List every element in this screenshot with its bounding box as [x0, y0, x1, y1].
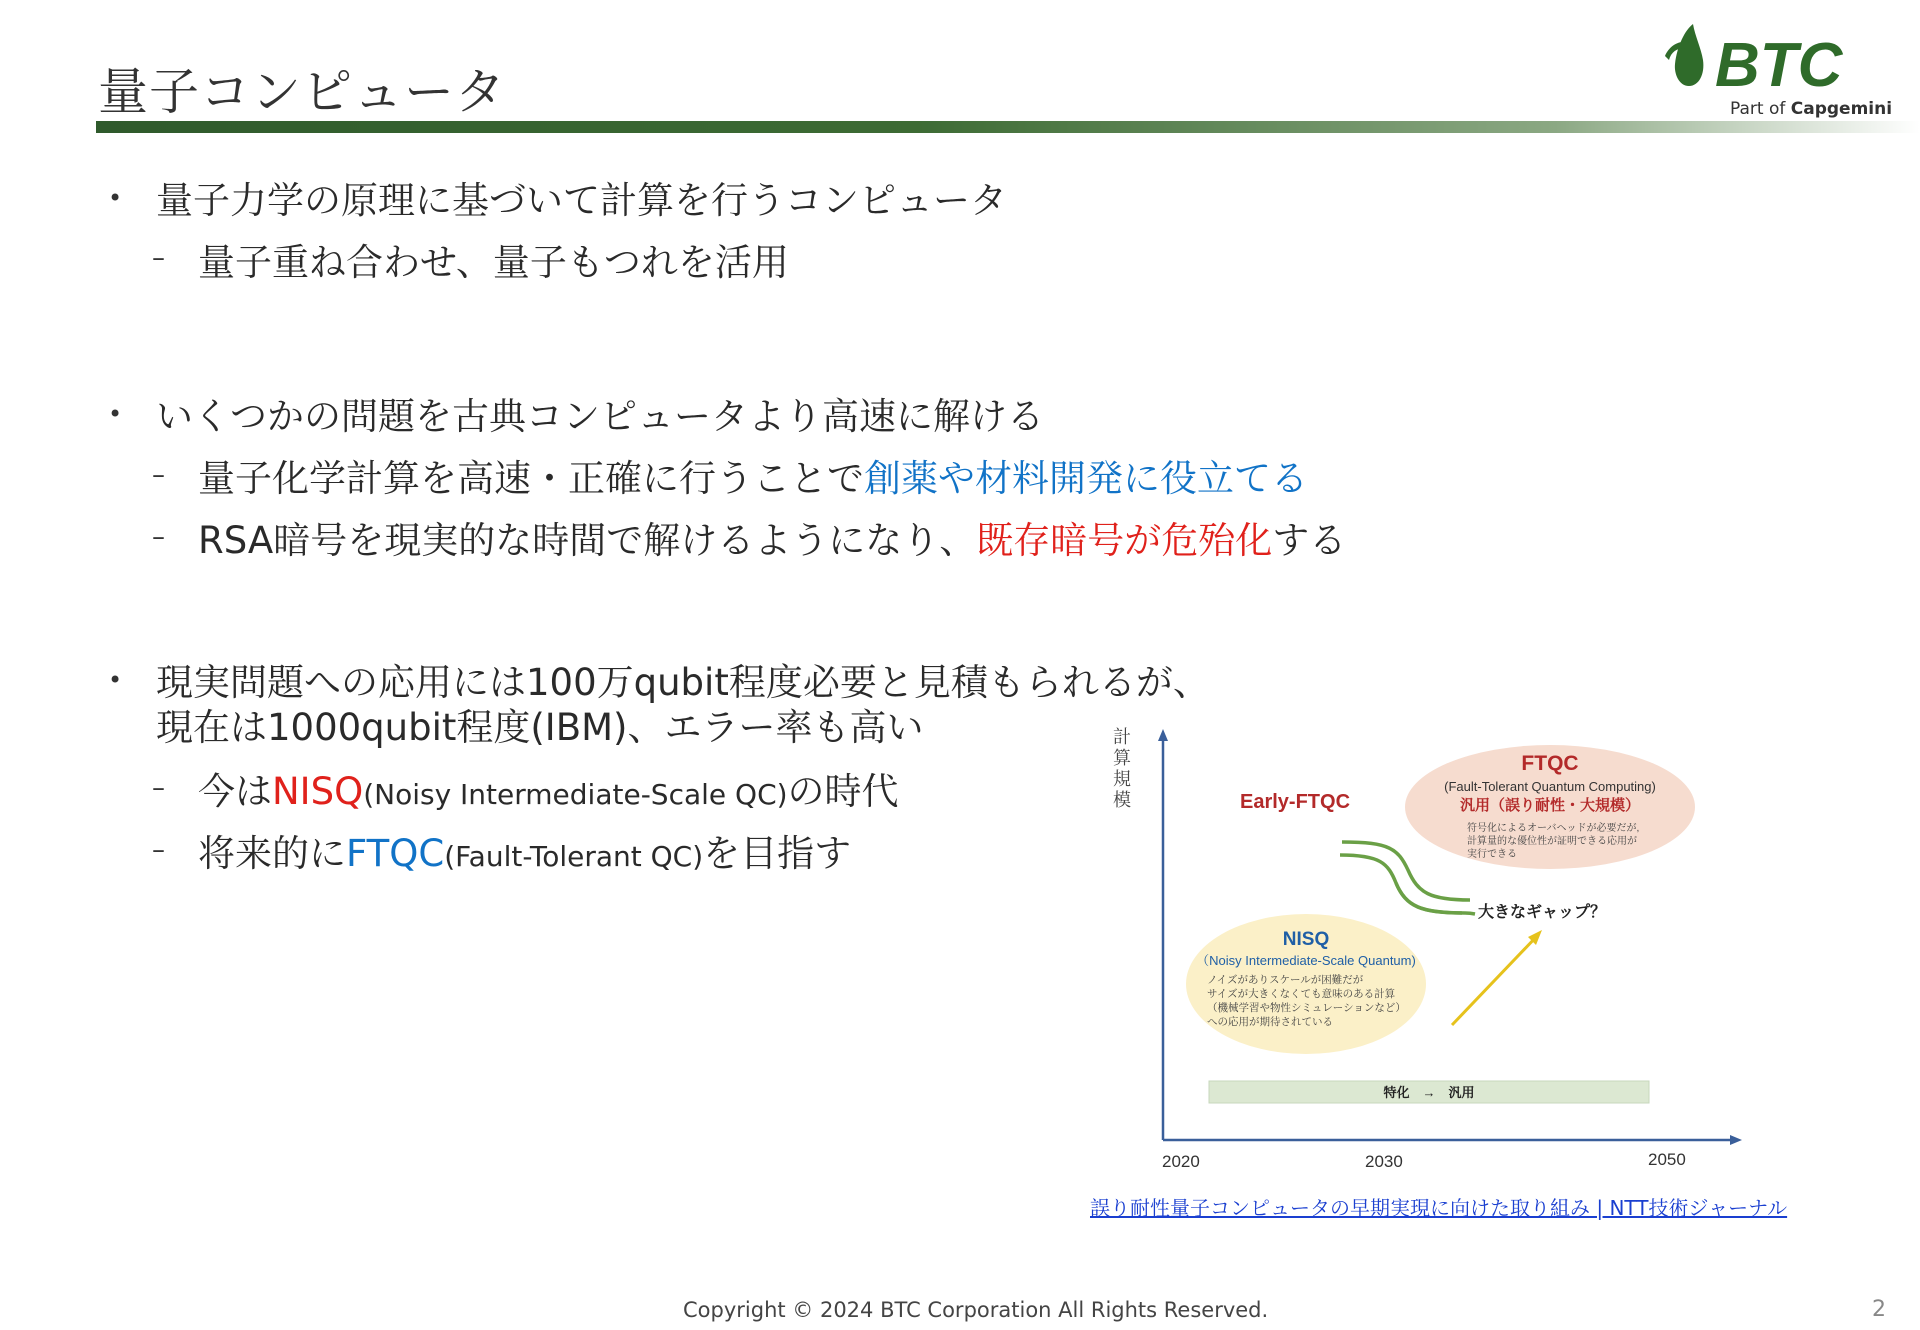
x-tick-2020: 2020 [1162, 1152, 1200, 1171]
y-label-char-2: 算 [1113, 748, 1131, 768]
highlight-crypto-risk: 既存暗号が危殆化 [976, 519, 1273, 562]
page-title: 量子コンピュータ [98, 63, 506, 121]
y-label-char-3: 規 [1113, 769, 1131, 789]
bullet-3-sub-2: 将来的にFTQC(Fault-Tolerant QC)を目指す [198, 832, 852, 875]
quantum-roadmap-figure [1090, 725, 1770, 1180]
nisq-subtitle: （Noisy Intermediate-Scale Quantum) [1196, 953, 1416, 968]
early-ftqc-label: Early-FTQC [1240, 791, 1351, 813]
bullet-1-text: 量子力学の原理に基づいて計算を行うコンピュータ [156, 179, 1007, 222]
nisq-desc-3: （機械学習や物性シミュレーションなど） [1207, 1002, 1406, 1014]
source-link[interactable]: 誤り耐性量子コンピュータの早期実現に向けた取り組み | NTT技術ジャーナル [1090, 1196, 1788, 1220]
ftqc-desc-2: 計算量的な優位性が証明できる応用が [1467, 836, 1637, 847]
y-axis-arrow-icon [1158, 729, 1168, 741]
gap-label: 大きなギャップ？ [1478, 904, 1607, 921]
bullet-3-text-line2: 現在は1000qubit程度(IBM)、エラー率も高い [156, 706, 924, 749]
x-axis-arrow-icon [1730, 1135, 1742, 1145]
gap-arrow [1452, 935, 1538, 1025]
dash-3-2: – [152, 835, 165, 865]
nisq-desc-2: サイズが大きくなくても意味のある計算 [1207, 988, 1396, 1000]
bullet-2-sub-2: RSA暗号を現実的な時間で解けるようになり、既存暗号が危殆化する [198, 519, 1347, 562]
x-tick-2050: 2050 [1648, 1150, 1686, 1169]
dash-2-2: – [152, 522, 165, 552]
bullet-2-text: いくつかの問題を古典コンピュータより高速に解ける [156, 395, 1044, 438]
copyright: Copyright © 2024 BTC Corporation All Rights Reserved. [683, 1298, 1269, 1322]
range-bar-label: 特化 → 汎用 [1383, 1085, 1475, 1100]
y-label-char-4: 模 [1113, 790, 1131, 810]
nisq-desc-1: ノイズがありスケールが困難だが [1207, 974, 1364, 986]
ftqc-subtitle: (Fault-Tolerant Quantum Computing) [1444, 779, 1656, 794]
nisq-desc-4: への応用が期待されている [1207, 1016, 1333, 1028]
highlight-drug-discovery: 創薬や材料開発に役立てる [864, 457, 1308, 500]
ftqc-desc-1: 符号化によるオーバヘッドが必要だが, [1467, 823, 1640, 834]
bullet-1-sub-1: 量子重ね合わせ、量子もつれを活用 [198, 241, 789, 284]
dash-3-1: – [152, 773, 165, 803]
highlight-nisq: NISQ [272, 770, 364, 813]
leaf-mark [1675, 24, 1704, 86]
bullet-3-text-line1: 現実問題への応用には100万qubit程度必要と見積もられるが、 [156, 661, 1210, 704]
bullet-2-sub-1: 量子化学計算を高速・正確に行うことで創薬や材料開発に役立てる [198, 457, 1308, 500]
title-underline [96, 121, 1920, 133]
bullet-1: • [108, 184, 123, 212]
transition-curve-lower [1340, 855, 1462, 913]
ftqc-desc-3: 実行できる [1467, 849, 1517, 860]
bullet-3-sub-1: 今はNISQ(Noisy Intermediate-Scale QC)の時代 [198, 770, 899, 813]
y-label-char-1: 計 [1113, 727, 1131, 747]
dash-2-1: – [152, 460, 165, 490]
ftqc-tagline: 汎用（誤り耐性・大規模） [1459, 797, 1641, 814]
page-number: 2 [1872, 1297, 1886, 1322]
nisq-title: NISQ [1282, 929, 1330, 950]
dash-1-1: – [152, 243, 165, 273]
logo-subtitle: Part of Capgemini [1730, 99, 1893, 119]
ftqc-title: FTQC [1521, 752, 1579, 775]
logo-text: BTC [1715, 31, 1843, 100]
bullet-3: • [108, 666, 123, 694]
highlight-ftqc: FTQC [346, 832, 445, 875]
x-tick-2030: 2030 [1365, 1152, 1403, 1171]
bullet-2: • [108, 400, 123, 428]
